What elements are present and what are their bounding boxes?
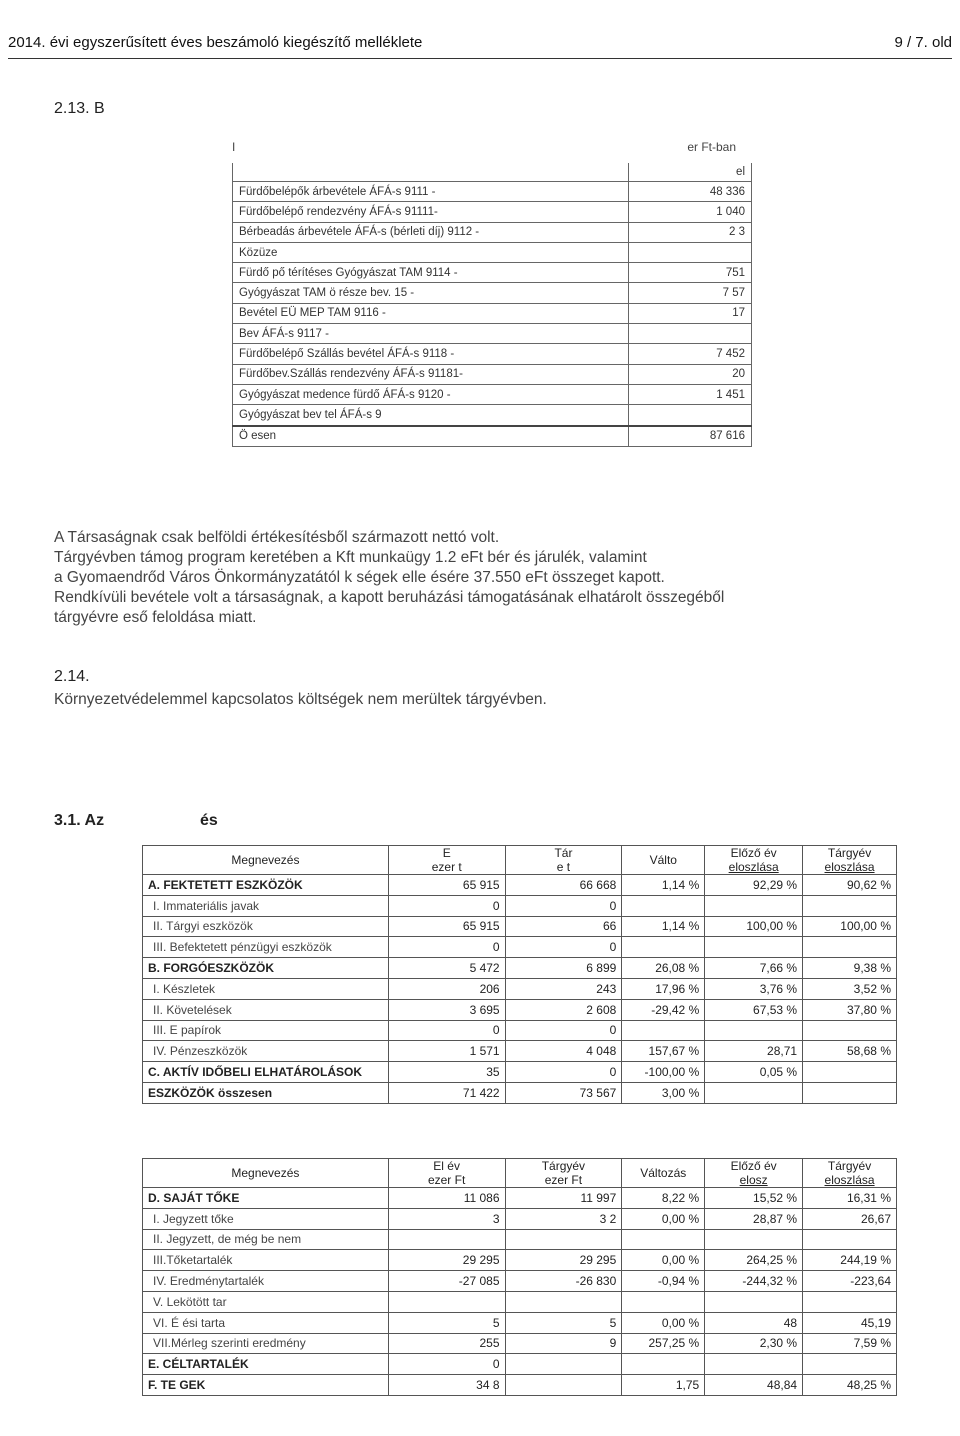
current-year-value: 2 608	[505, 999, 622, 1020]
current-year-value: 66	[505, 916, 622, 937]
balance-row	[143, 1082, 897, 1103]
change-percent: 17,96 %	[622, 978, 705, 999]
change-percent: -29,42 %	[622, 999, 705, 1020]
header-change: Változás	[622, 1159, 705, 1188]
header-cur	[505, 1159, 622, 1188]
header-prev-dist	[705, 1159, 803, 1188]
current-year-value: -26 830	[505, 1271, 622, 1292]
change-percent: -100,00 %	[622, 1062, 705, 1083]
revenue-item-value	[629, 405, 752, 426]
prev-year-value: 0	[388, 937, 505, 958]
row-name: II. Tárgyi eszközök	[143, 916, 389, 937]
prev-distribution: 264,25 %	[705, 1250, 803, 1271]
header-prev-line1b: év	[447, 1159, 460, 1173]
prev-year-value: 65 915	[388, 916, 505, 937]
revenue-item-name: Fürdőbelépő Szállás bevétel ÁFÁ-s 9118 -	[233, 344, 629, 364]
revenue-item-name: Gyógyászat bev tel ÁFÁ-s 9	[233, 405, 629, 426]
assets-header-row	[143, 846, 897, 875]
header-prev-dist-line1: Előző év	[730, 1159, 777, 1173]
row-name: III.Tőketartalék	[143, 1250, 389, 1271]
header-divider	[8, 58, 952, 59]
revenue-item-name: Közüze	[233, 242, 629, 262]
revenue-item-name: Bevétel EÜ MEP TAM 9116 -	[233, 303, 629, 323]
header-cur-line2: ezer Ft	[544, 1173, 583, 1187]
current-distribution: 26,67	[803, 1208, 897, 1229]
revenue-item-value: 20	[629, 364, 752, 384]
current-year-value	[505, 1354, 622, 1375]
row-name: I. Jegyzett tőke	[143, 1208, 389, 1229]
prev-year-value: -27 085	[388, 1271, 505, 1292]
document-title: 2014. évi egyszerűsített éves beszámoló kiegészítő melléklete	[8, 34, 423, 51]
row-name: V. Lekötött tar	[143, 1291, 389, 1312]
note-line: Rendkívüli bevétele volt a társaságnak, a kapott beruházási támogatásának elhatárolt összegéből	[54, 589, 725, 606]
header-cur-line1: Tár	[554, 846, 573, 860]
prev-year-value: 34 8	[388, 1375, 505, 1396]
revenue-row	[233, 384, 752, 404]
row-name: IV. Pénzeszközök	[143, 1041, 389, 1062]
balance-row	[143, 1062, 897, 1083]
current-year-value: 0	[505, 937, 622, 958]
prev-distribution	[705, 1354, 803, 1375]
revenue-item-value: 48 336	[629, 182, 752, 202]
header-cur	[505, 846, 622, 875]
revenue-item-value: 1 451	[629, 384, 752, 404]
current-year-value: 0	[505, 1062, 622, 1083]
balance-row	[143, 999, 897, 1020]
revenue-row	[233, 364, 752, 384]
balance-row	[143, 1208, 897, 1229]
header-name: Megnevezés	[143, 1159, 389, 1188]
current-year-value: 0	[505, 1020, 622, 1041]
revenue-row	[233, 324, 752, 344]
revenue-row	[233, 182, 752, 202]
prev-distribution: 100,00 %	[705, 916, 803, 937]
row-name: I. Immateriális javak	[143, 895, 389, 916]
header-prev-dist-line2: eloszlása	[728, 860, 779, 874]
section-number: 2.13. B	[54, 100, 105, 117]
current-distribution: 58,68 %	[803, 1041, 897, 1062]
row-name: II. Követelések	[143, 999, 389, 1020]
change-percent: 0,00 %	[622, 1208, 705, 1229]
revenue-row	[233, 222, 752, 242]
current-year-value: 243	[505, 978, 622, 999]
change-percent: -0,94 %	[622, 1271, 705, 1292]
current-distribution	[803, 1020, 897, 1041]
change-percent	[622, 895, 705, 916]
revenue-item-name: Fürdőbev.Szállás rendezvény ÁFÁ-s 91181-	[233, 364, 629, 384]
revenue-item-value: 1 040	[629, 202, 752, 222]
header-cur-dist-line2: eloszlása	[824, 860, 875, 874]
revenue-item-value: 17	[629, 303, 752, 323]
prev-distribution	[705, 1229, 803, 1250]
prev-distribution: 15,52 %	[705, 1188, 803, 1209]
prev-distribution: 28,87 %	[705, 1208, 803, 1229]
prev-distribution: 48	[705, 1312, 803, 1333]
section-2-14-heading	[54, 668, 90, 686]
header-cur-line2b: t	[566, 860, 571, 874]
note-line: A Társaságnak csak belföldi értékesítésből származott nettó volt.	[54, 529, 500, 546]
current-distribution: 48,25 %	[803, 1375, 897, 1396]
row-name: B. FORGÓESZKÖZÖK	[143, 958, 389, 979]
header-cur-dist	[803, 846, 897, 875]
prev-distribution: 92,29 %	[705, 875, 803, 896]
prev-distribution: 3,76 %	[705, 978, 803, 999]
current-distribution: 100,00 %	[803, 916, 897, 937]
prev-distribution: 2,30 %	[705, 1333, 803, 1354]
change-percent: 1,14 %	[622, 916, 705, 937]
row-name: VI. É ési tarta	[143, 1312, 389, 1333]
section-3-1-heading	[54, 812, 614, 830]
balance-row	[143, 1020, 897, 1041]
row-name: ESZKÖZÖK összesen	[143, 1082, 389, 1103]
revenue-header-name	[233, 163, 629, 182]
balance-row	[143, 1291, 897, 1312]
section-heading-fragment: és	[200, 812, 218, 829]
prev-year-value: 3 695	[388, 999, 505, 1020]
header-cur-dist	[803, 1159, 897, 1188]
prev-distribution: 67,53 %	[705, 999, 803, 1020]
balance-row	[143, 937, 897, 958]
balance-row	[143, 1229, 897, 1250]
balance-row	[143, 895, 897, 916]
balance-row	[143, 875, 897, 896]
balance-row	[143, 958, 897, 979]
balance-row	[143, 1041, 897, 1062]
prev-year-value: 65 915	[388, 875, 505, 896]
revenue-item-name: Fürdő pő térítéses Gyógyászat TAM 9114 -	[233, 263, 629, 283]
revenue-item-value: 751	[629, 263, 752, 283]
header-cur-line1: Tárgyév	[541, 1159, 586, 1173]
header-prev-dist-line1: Előző év	[730, 846, 777, 860]
revenue-item-value	[629, 324, 752, 344]
revenue-table	[232, 163, 752, 447]
prev-year-value: 3	[388, 1208, 505, 1229]
revenue-total-label: Ö esen	[233, 426, 629, 447]
balance-row	[143, 1250, 897, 1271]
row-name: III. Befektetett pénzügyi eszközök	[143, 937, 389, 958]
current-year-value: 29 295	[505, 1250, 622, 1271]
balance-row	[143, 1375, 897, 1396]
current-year-value: 5	[505, 1312, 622, 1333]
prev-year-value: 5	[388, 1312, 505, 1333]
current-distribution: 7,59 %	[803, 1333, 897, 1354]
environment-note	[54, 690, 954, 710]
current-year-value	[505, 1375, 622, 1396]
row-name: III. E papírok	[143, 1020, 389, 1041]
page-header	[8, 34, 952, 51]
change-percent: 257,25 %	[622, 1333, 705, 1354]
unit-left: I	[232, 140, 236, 154]
row-name: A. FEKTETETT ESZKÖZÖK	[143, 875, 389, 896]
liabilities-table	[142, 1158, 897, 1396]
header-cur-line2a: e	[556, 860, 564, 874]
row-name: II. Jegyzett, de még be nem	[143, 1229, 389, 1250]
header-name: Megnevezés	[143, 846, 389, 875]
header-prev-line2: ezer t	[431, 860, 462, 874]
prev-year-value: 206	[388, 978, 505, 999]
current-distribution	[803, 1062, 897, 1083]
header-prev-dist-line2: elosz	[739, 1173, 768, 1187]
current-distribution	[803, 1291, 897, 1312]
revenue-header-row	[233, 163, 752, 182]
row-name: D. SAJÁT TŐKE	[143, 1188, 389, 1209]
prev-year-value: 1 571	[388, 1041, 505, 1062]
revenue-row	[233, 405, 752, 426]
revenue-item-name: Fürdőbelépő rendezvény ÁFÁ-s 91111-	[233, 202, 629, 222]
revenue-item-name: Gyógyászat medence fürdő ÁFÁ-s 9120 -	[233, 384, 629, 404]
prev-distribution	[705, 895, 803, 916]
prev-distribution: 0,05 %	[705, 1062, 803, 1083]
balance-row	[143, 1354, 897, 1375]
balance-row	[143, 1271, 897, 1292]
change-percent	[622, 937, 705, 958]
change-percent: 8,22 %	[622, 1188, 705, 1209]
prev-year-value	[388, 1291, 505, 1312]
prev-year-value: 5 472	[388, 958, 505, 979]
revenue-row	[233, 242, 752, 262]
row-name: I. Készletek	[143, 978, 389, 999]
current-year-value	[505, 1291, 622, 1312]
header-cur-dist-line1: Tárgyév	[827, 1159, 872, 1173]
current-year-value: 6 899	[505, 958, 622, 979]
current-distribution	[803, 1082, 897, 1103]
change-percent: 1,14 %	[622, 875, 705, 896]
current-year-value: 0	[505, 895, 622, 916]
row-name: E. CÉLTARTALÉK	[143, 1354, 389, 1375]
row-name: IV. Eredménytartalék	[143, 1271, 389, 1292]
header-prev-line1a: El	[433, 1159, 444, 1173]
balance-row	[143, 1333, 897, 1354]
prev-year-value: 0	[388, 895, 505, 916]
current-year-value: 4 048	[505, 1041, 622, 1062]
revenue-item-value	[629, 242, 752, 262]
prev-year-value: 35	[388, 1062, 505, 1083]
page-number: 9 / 7. old	[894, 34, 952, 51]
current-distribution: -223,64	[803, 1271, 897, 1292]
balance-row	[143, 1188, 897, 1209]
unit-right: er Ft-ban	[687, 140, 736, 154]
revenue-notes	[54, 528, 954, 628]
revenue-item-name: Gyógyászat TAM ö része bev. 15 -	[233, 283, 629, 303]
note-line: a Gyomaendrőd Város Önkormányzatától k ségek elle ésére 37.550 eFt összeget kapott.	[54, 569, 665, 586]
prev-distribution	[705, 1082, 803, 1103]
prev-distribution: -244,32 %	[705, 1271, 803, 1292]
revenue-row	[233, 283, 752, 303]
row-name: F. TE GEK	[143, 1375, 389, 1396]
current-distribution: 16,31 %	[803, 1188, 897, 1209]
section-2-13-heading	[54, 100, 105, 118]
revenue-row	[233, 344, 752, 364]
current-distribution: 9,38 %	[803, 958, 897, 979]
change-percent: 26,08 %	[622, 958, 705, 979]
header-cur-dist-line2: eloszlása	[824, 1173, 875, 1187]
revenue-row	[233, 202, 752, 222]
current-distribution	[803, 937, 897, 958]
assets-table	[142, 845, 897, 1104]
change-percent: 157,67 %	[622, 1041, 705, 1062]
prev-year-value: 0	[388, 1020, 505, 1041]
prev-distribution: 7,66 %	[705, 958, 803, 979]
header-prev-line1: E	[442, 846, 451, 860]
revenue-total-value: 87 616	[629, 426, 752, 447]
change-percent: 0,00 %	[622, 1250, 705, 1271]
prev-year-value: 255	[388, 1333, 505, 1354]
change-percent: 0,00 %	[622, 1312, 705, 1333]
prev-year-value: 11 086	[388, 1188, 505, 1209]
prev-distribution	[705, 1291, 803, 1312]
prev-distribution	[705, 937, 803, 958]
header-prev-line2: ezer Ft	[427, 1173, 466, 1187]
current-distribution: 3,52 %	[803, 978, 897, 999]
prev-year-value: 0	[388, 1354, 505, 1375]
header-prev-dist	[705, 846, 803, 875]
balance-row	[143, 1312, 897, 1333]
change-percent: 1,75	[622, 1375, 705, 1396]
header-prev	[388, 846, 505, 875]
revenue-item-value: 7 57	[629, 283, 752, 303]
current-distribution	[803, 1354, 897, 1375]
revenue-total-row	[233, 426, 752, 447]
balance-row	[143, 916, 897, 937]
current-distribution	[803, 895, 897, 916]
revenue-row	[233, 303, 752, 323]
prev-distribution: 28,71	[705, 1041, 803, 1062]
change-percent: 3,00 %	[622, 1082, 705, 1103]
revenue-item-name: Fürdőbelépők árbevétele ÁFÁ-s 9111 -	[233, 182, 629, 202]
header-prev	[388, 1159, 505, 1188]
current-distribution: 244,19 %	[803, 1250, 897, 1271]
note-line: Tárgyévben támog program keretében a Kft munkaügy 1.2 eFt bér és járulék, valamint	[54, 549, 647, 566]
current-year-value: 66 668	[505, 875, 622, 896]
change-percent	[622, 1291, 705, 1312]
prev-distribution	[705, 1020, 803, 1041]
note-line: tárgyévre eső feloldása miatt.	[54, 609, 257, 626]
revenue-header-value: el	[629, 163, 752, 182]
current-year-value: 3 2	[505, 1208, 622, 1229]
change-percent	[622, 1229, 705, 1250]
environment-text: Környezetvédelemmel kapcsolatos költségek nem merültek tárgyévben.	[54, 691, 547, 708]
row-name: VII.Mérleg szerinti eredmény	[143, 1333, 389, 1354]
current-distribution	[803, 1229, 897, 1250]
current-year-value: 73 567	[505, 1082, 622, 1103]
current-year-value: 11 997	[505, 1188, 622, 1209]
revenue-item-name: Bev ÁFÁ-s 9117 -	[233, 324, 629, 344]
revenue-item-value: 2 3	[629, 222, 752, 242]
revenue-item-name: Bérbeadás árbevétele ÁFÁ-s (bérleti díj) 9112 -	[233, 222, 629, 242]
current-distribution: 45,19	[803, 1312, 897, 1333]
change-percent	[622, 1020, 705, 1041]
current-distribution: 90,62 %	[803, 875, 897, 896]
header-change: Válto	[622, 846, 705, 875]
section-number: 2.14.	[54, 668, 90, 685]
revenue-item-value: 7 452	[629, 344, 752, 364]
prev-year-value: 71 422	[388, 1082, 505, 1103]
change-percent	[622, 1354, 705, 1375]
revenue-row	[233, 263, 752, 283]
prev-year-value: 29 295	[388, 1250, 505, 1271]
row-name: C. AKTÍV IDŐBELI ELHATÁROLÁSOK	[143, 1062, 389, 1083]
prev-year-value	[388, 1229, 505, 1250]
liabilities-header-row	[143, 1159, 897, 1188]
current-distribution: 37,80 %	[803, 999, 897, 1020]
current-year-value	[505, 1229, 622, 1250]
prev-distribution: 48,84	[705, 1375, 803, 1396]
section-number: 3.1. Az	[54, 812, 105, 829]
balance-row	[143, 978, 897, 999]
current-year-value: 9	[505, 1333, 622, 1354]
header-cur-dist-line1: Tárgyév	[827, 846, 872, 860]
